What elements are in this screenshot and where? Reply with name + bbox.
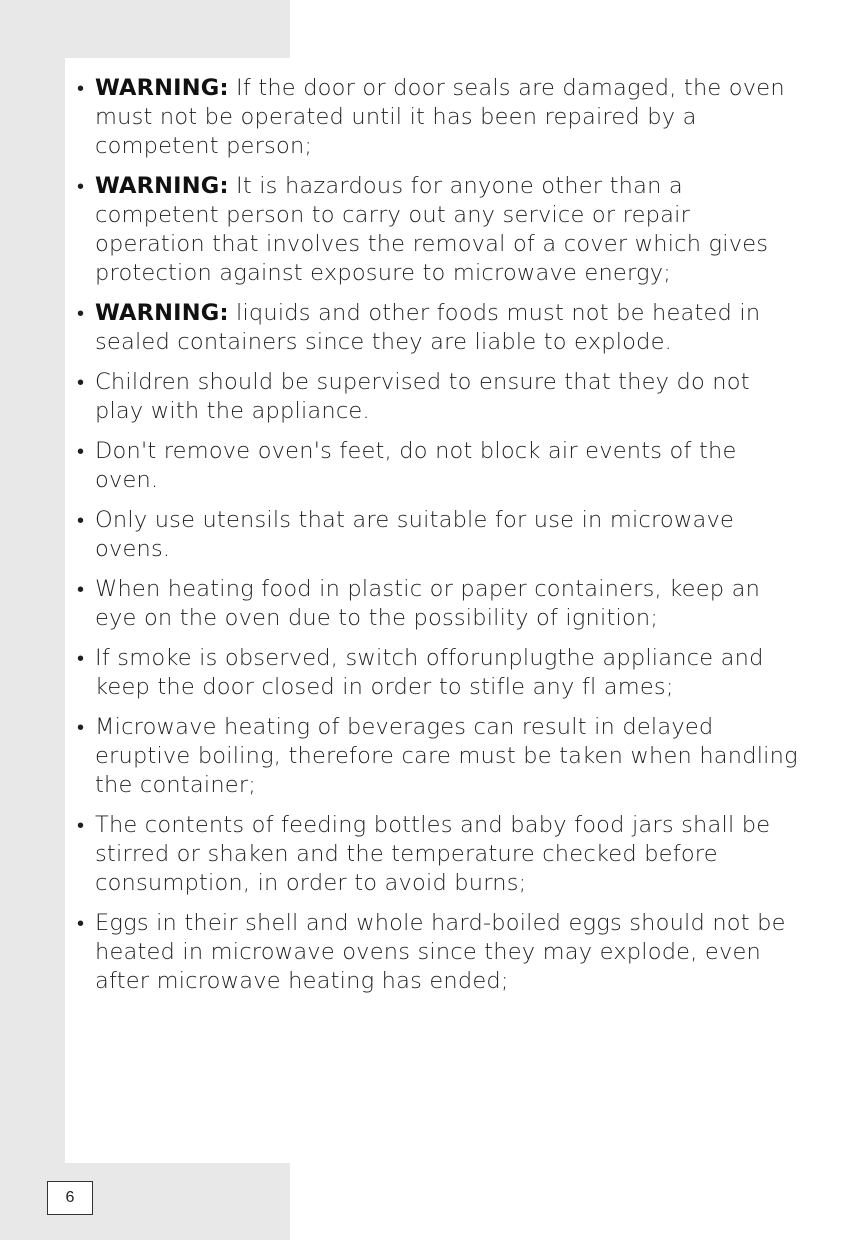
content-panel bbox=[65, 58, 856, 1163]
item-text: Don't remove oven's feet, do not block air events of the oven. bbox=[95, 438, 737, 493]
safety-instructions-list bbox=[77, 74, 805, 1007]
warning-label: WARNING: bbox=[95, 173, 229, 199]
list-item bbox=[77, 368, 805, 426]
item-text: Eggs in their shell and whole hard-boiled eggs should not be heated in microwave ovens since they may explode, even after microwave heating has ended; bbox=[95, 910, 786, 994]
bullet-icon: • bbox=[77, 646, 85, 670]
bullet-icon: • bbox=[77, 301, 85, 325]
bullet-icon: • bbox=[77, 911, 85, 935]
list-item bbox=[77, 575, 805, 633]
bullet-icon: • bbox=[77, 370, 85, 394]
item-text: Microwave heating of beverages can result in delayed eruptive boiling, therefore care must be taken when handling the container; bbox=[95, 714, 798, 798]
list-item bbox=[77, 74, 805, 161]
item-text: If smoke is observed, switch offorunplugthe appliance and keep the door closed in order to stifle any fl ames; bbox=[95, 645, 764, 700]
bullet-icon: • bbox=[77, 813, 85, 837]
bullet-icon: • bbox=[77, 577, 85, 601]
item-text: liquids and other foods must not be heated in sealed containers since they are liable to explode. bbox=[95, 300, 761, 355]
list-item bbox=[77, 811, 805, 898]
bullet-icon: • bbox=[77, 439, 85, 463]
page-number: 6 bbox=[47, 1181, 93, 1215]
bullet-icon: • bbox=[77, 174, 85, 198]
list-item bbox=[77, 506, 805, 564]
warning-label: WARNING: bbox=[95, 75, 229, 101]
item-text: It is hazardous for anyone other than a competent person to carry out any service or repair operation that involves the removal of a cover which gives protection against exposure to microwave energy; bbox=[95, 173, 769, 286]
list-item bbox=[77, 437, 805, 495]
list-item bbox=[77, 172, 805, 288]
item-text: If the door or door seals are damaged, the oven must not be operated until it has been repaired by a competent person; bbox=[95, 75, 785, 159]
list-item bbox=[77, 713, 805, 800]
item-text: Only use utensils that are suitable for use in microwave ovens. bbox=[95, 507, 735, 562]
list-item bbox=[77, 299, 805, 357]
item-text: The contents of feeding bottles and baby food jars shall be stirred or shaken and the temperature checked before consumption, in order to avoid burns; bbox=[95, 812, 771, 896]
bullet-icon: • bbox=[77, 508, 85, 532]
bullet-icon: • bbox=[77, 715, 85, 739]
list-item bbox=[77, 909, 805, 996]
item-text: Children should be supervised to ensure that they do not play with the appliance. bbox=[95, 369, 750, 424]
warning-label: WARNING: bbox=[95, 300, 229, 326]
list-item bbox=[77, 644, 805, 702]
item-text: When heating food in plastic or paper containers, keep an eye on the oven due to the possibility of ignition; bbox=[95, 576, 761, 631]
bullet-icon: • bbox=[77, 76, 85, 100]
